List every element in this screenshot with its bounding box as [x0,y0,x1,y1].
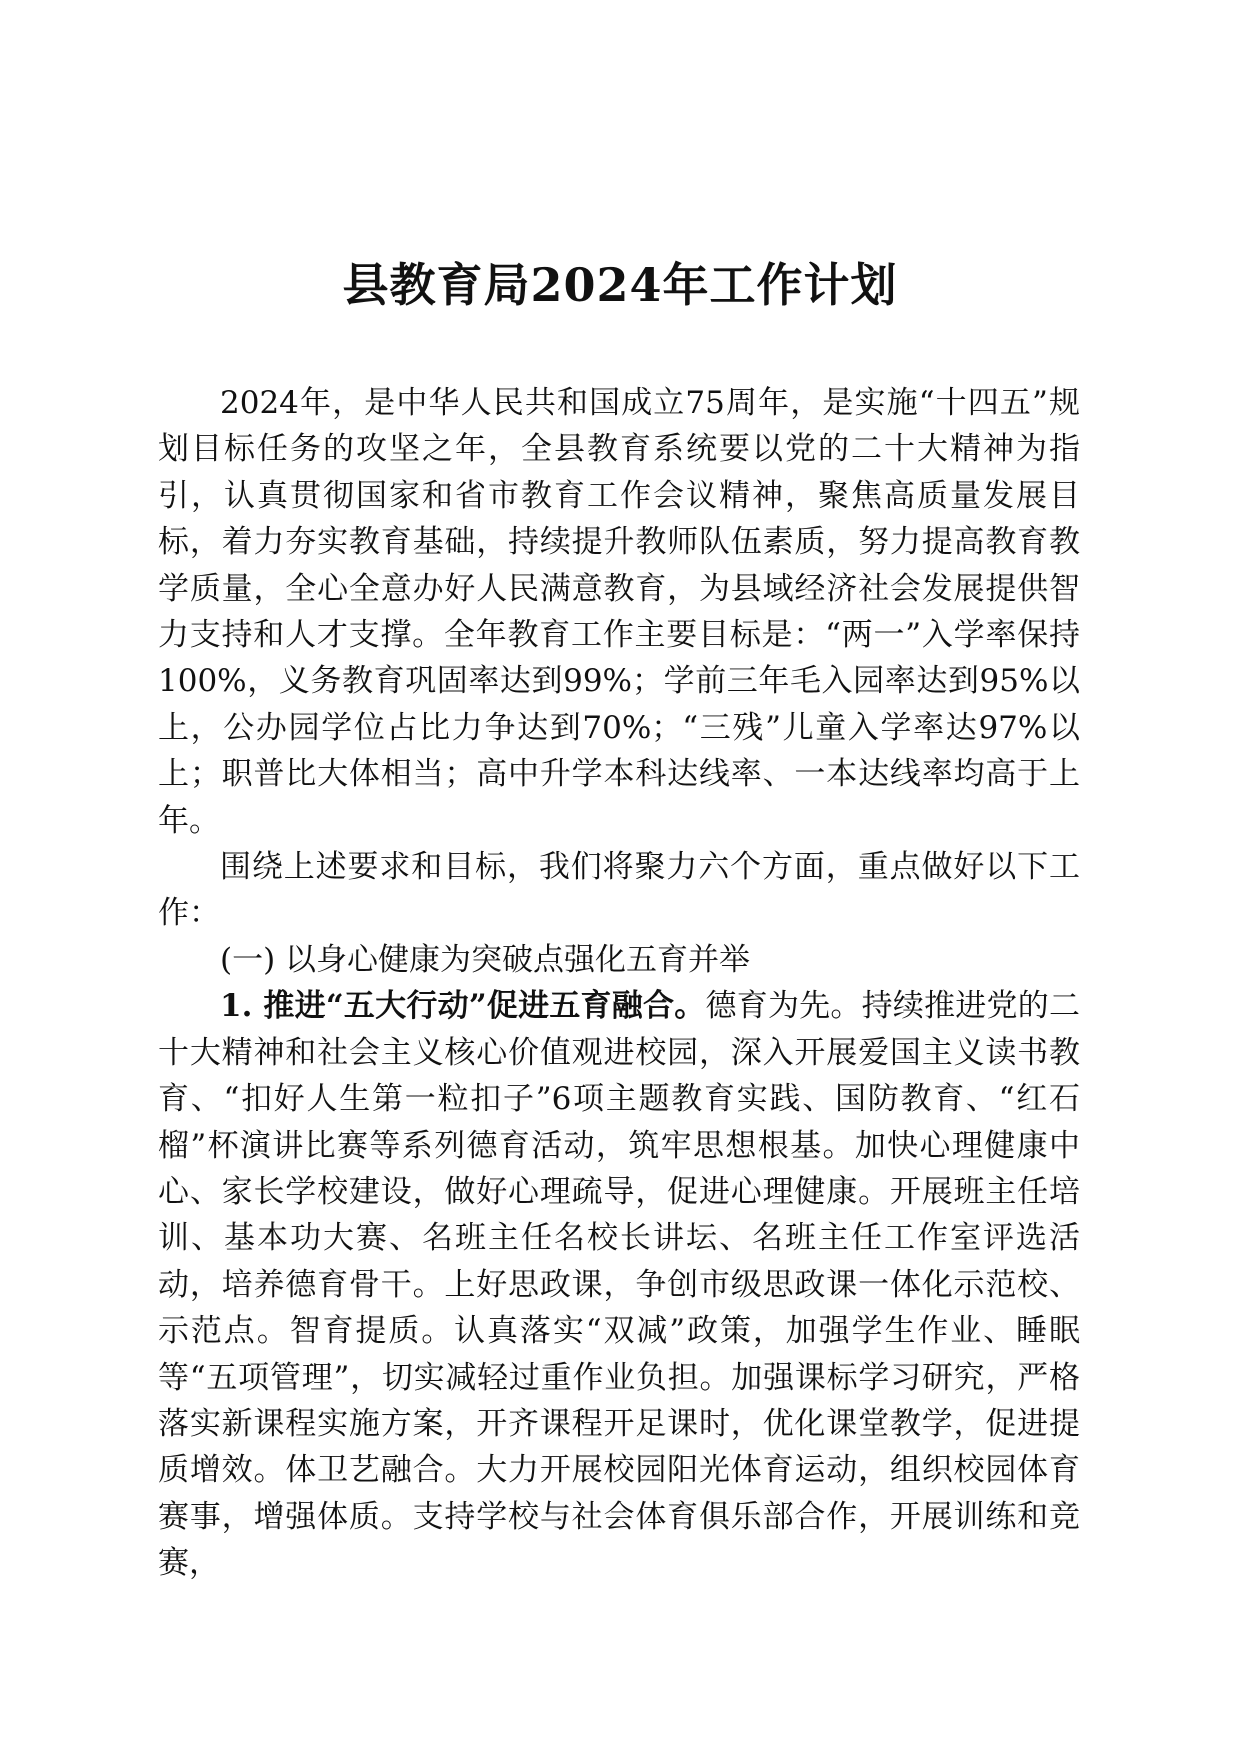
document-title: 县教育局2024年工作计划 [342,258,898,312]
item-1-text: 德育为先。持续推进党的二十大精神和社会主义核心价值观进校园，深入开展爱国主义读书教育、“扣好人生第一粒扣子”6项主题教育实践、国防教育、“红石榴”杯演讲比赛等系列德育活动，筑牢思想根基。加快心理健康中心、家长学校建设，做好心理疏导，促进心理健康。开展班主任培训、基本功大赛、名班主任名校长讲坛、名班主任工作室评选活动，培养德育骨干。上好思政课，争创市级思政课一体化示范校、示范点。智育提质。认真落实“双减”政策，加强学生作业、睡眠等“五项管理”，切实减轻过重作业负担。加强课标学习研究，严格落实新课程实施方案，开齐课程开足课时，优化课堂教学，促进提质增效。体卫艺融合。大力开展校园阳光体育运动，组织校园体育赛事，增强体质。支持学校与社会体育俱乐部合作，开展训练和竞赛， [158,988,1080,1582]
transition-paragraph: 围绕上述要求和目标，我们将聚力六个方面，重点做好以下工作： [158,849,1080,932]
document-body [158,380,1080,1587]
section-heading: (一) 以身心健康为突破点强化五育并举 [220,941,751,978]
item-1-paragraph [158,983,1080,1586]
item-1-lead: 1. 推进“五大行动”促进五育融合。 [220,988,706,1025]
intro-paragraph: 2024年，是中华人民共和国成立75周年，是实施“十四五”规划目标任务的攻坚之年，全县教育系统要以党的二十大精神为指引，认真贯彻国家和省市教育工作会议精神，聚焦高质量发展目标，着力夯实教育基础，持续提升教师队伍素质，努力提高教育教学质量，全心全意办好人民满意教育，为县域经济社会发展提供智力支持和人才支撑。全年教育工作主要目标是：“两一”入学率保持100%，义务教育巩固率达到99%；学前三年毛入园率达到95%以上，公办园学位占比力争达到70%；“三残”儿童入学率达97%以上；职普比大体相当；高中升学本科达线率、一本达线率均高于上年。 [158,385,1080,839]
